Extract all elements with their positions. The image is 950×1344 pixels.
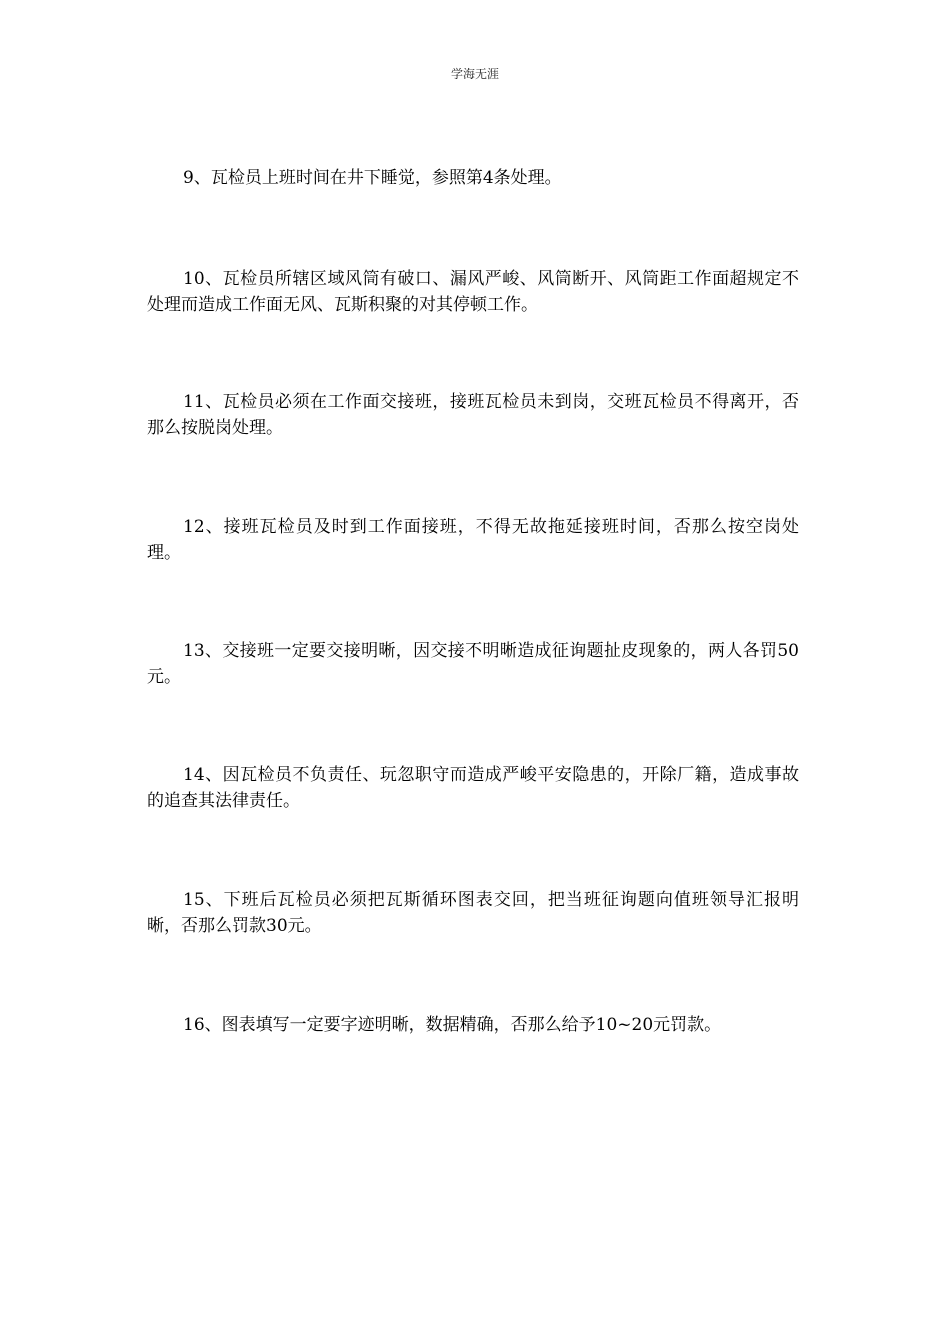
page-header: 学海无涯 (450, 67, 499, 81)
rule-item-14: 14、因瓦检员不负责任、玩忽职守而造成严峻平安隐患的，开除厂籍，造成事故的追查其法律责任。 (147, 765, 799, 811)
rule-item-16: 16、图表填写一定要字迹明晰，数据精确，否那么给予10~20元罚款。 (183, 1015, 722, 1035)
rule-item-9: 9、瓦检员上班时间在井下睡觉，参照第4条处理。 (183, 168, 562, 188)
rule-item-15: 15、下班后瓦检员必须把瓦斯循环图表交回，把当班征询题向值班领导汇报明晰，否那么罚款30元。 (147, 890, 799, 936)
rule-item-12: 12、接班瓦检员及时到工作面接班，不得无故拖延接班时间，否那么按空岗处理。 (147, 517, 799, 563)
rule-item-11: 11、瓦检员必须在工作面交接班，接班瓦检员未到岗，交班瓦检员不得离开，否那么按脱岗处理。 (147, 392, 799, 438)
rule-item-10: 10、瓦检员所辖区域风筒有破口、漏风严峻、风筒断开、风筒距工作面超规定不处理而造成工作面无风、瓦斯积聚的对其停顿工作。 (147, 269, 799, 315)
rule-item-13: 13、交接班一定要交接明晰，因交接不明晰造成征询题扯皮现象的，两人各罚50元。 (147, 641, 799, 687)
